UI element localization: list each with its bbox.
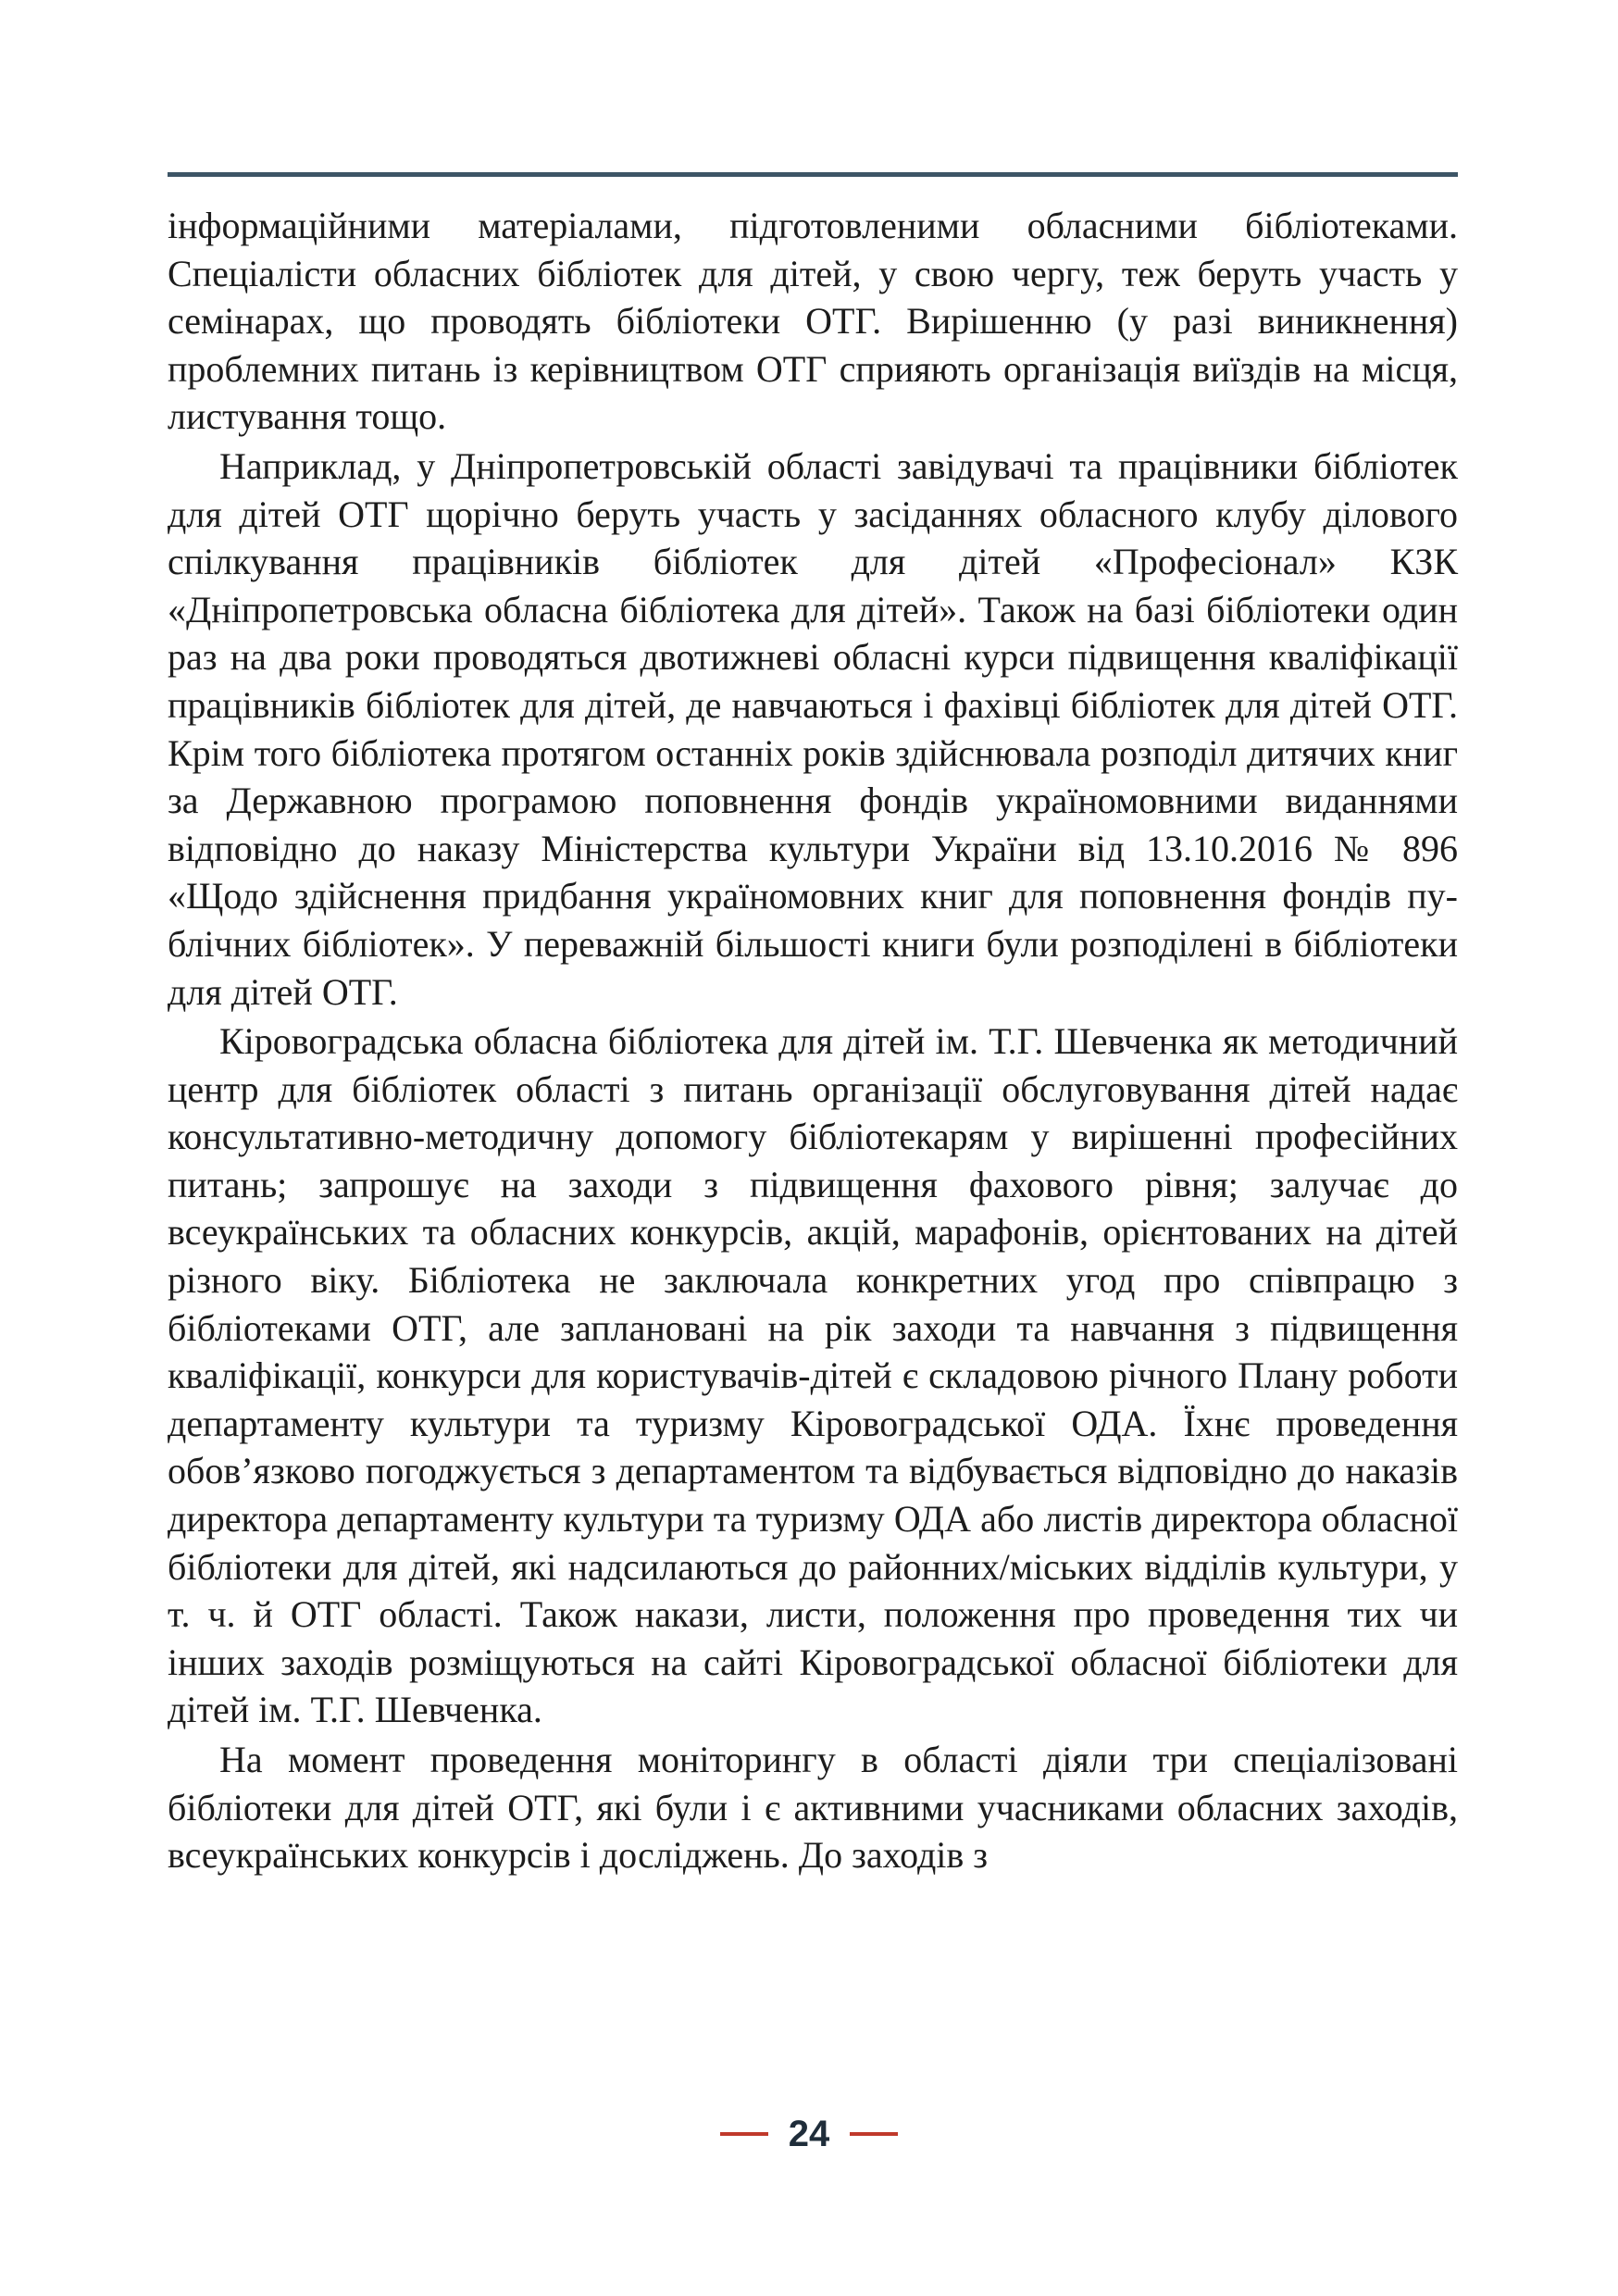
right-dash xyxy=(850,2132,898,2136)
page-footer xyxy=(0,2113,1618,2155)
header-rule xyxy=(168,172,1458,177)
paragraph-1: інформаційними матеріалами, підготовленими обласними бібліотеками. Спеціалісти обласних бібліотек для дітей, у свою чергу, теж беруть участь у семінарах, що проводять бібліотеки ОТГ. Вирішенню (у разі виникнення) проблемних питань із керівництвом ОТГ сприяють організація виїздів на місця, листування тощо. xyxy=(168,205,1458,438)
left-dash xyxy=(720,2132,768,2136)
paragraph-3: Кіровоградська обласна бібліотека для дітей ім. Т.Г. Шевченка як методичний центр для бібліотек області з питань організації обслуговування дітей надає консультативно-методичну допомогу бібліотекарям у вирішенні професійних питань; запрошує на заходи з підвищення фахового рівня; залучає до всеукраїнських та обласних конкурсів, акцій, марафонів, орієнтованих на дітей різного віку. Бібліотека не заключала конкретних угод про співпрацю з бібліотеками ОТГ, але заплановані на рік заходи та навчання з підвищення кваліфікації, конкурси для користувачів-дітей є складовою річного Плану роботи департаменту культури та туризму Кіровоградської ОДА. Їхнє проведення обов’язково погоджується з департаментом та відбувається відповідно до наказів директора департаменту культури та туризму ОДА або листів директора обласної бібліотеки для дітей, які надсилаються до районних/міських відділів культури, у т. ч. й ОТГ області. Також накази, листи, положення про проведення тих чи інших заходів розміщуються на сайті Кіровоградської обласної бібліотеки для дітей ім. Т.Г. Шевченка. xyxy=(168,1020,1458,1731)
page-body xyxy=(168,202,1458,1879)
page-number: 24 xyxy=(788,2114,830,2154)
paragraph-2: Наприклад, у Дніпропетровській області завідувачі та працівники бібліотек для дітей ОТГ щорічно беруть участь у засіданнях обласного клубу ділового спілкування працівників бібліотек для дітей «Професіонал» КЗК «Дніпропетровська обласна бібліотека для дітей». Також на базі бібліотеки один раз на два роки проводяться двотижневі обласні курси підвищення кваліфікації працівників бібліотек для дітей, де навчаються і фахівці бібліотек для дітей ОТГ. Крім того бібліотека протягом останніх років здійснювала розподіл дитячих книг за Державною програмою поповнення фондів україномовними виданнями відповідно до наказу Міністерства культури України від 13.10.2016 № 896 «Щодо здійснення придбання україномовних книг для поповнення фондів публічних бібліотек». У переважній більшості книги були розподілені в бібліотеки для дітей ОТГ. xyxy=(168,444,1458,1013)
paragraph-4: На момент проведення моніторингу в області діяли три спеціалізовані бібліотеки для дітей ОТГ, які були і є активними учасниками обласних заходів, всеукраїнських конкурсів і досліджень. До заходів з xyxy=(168,1739,1458,1877)
